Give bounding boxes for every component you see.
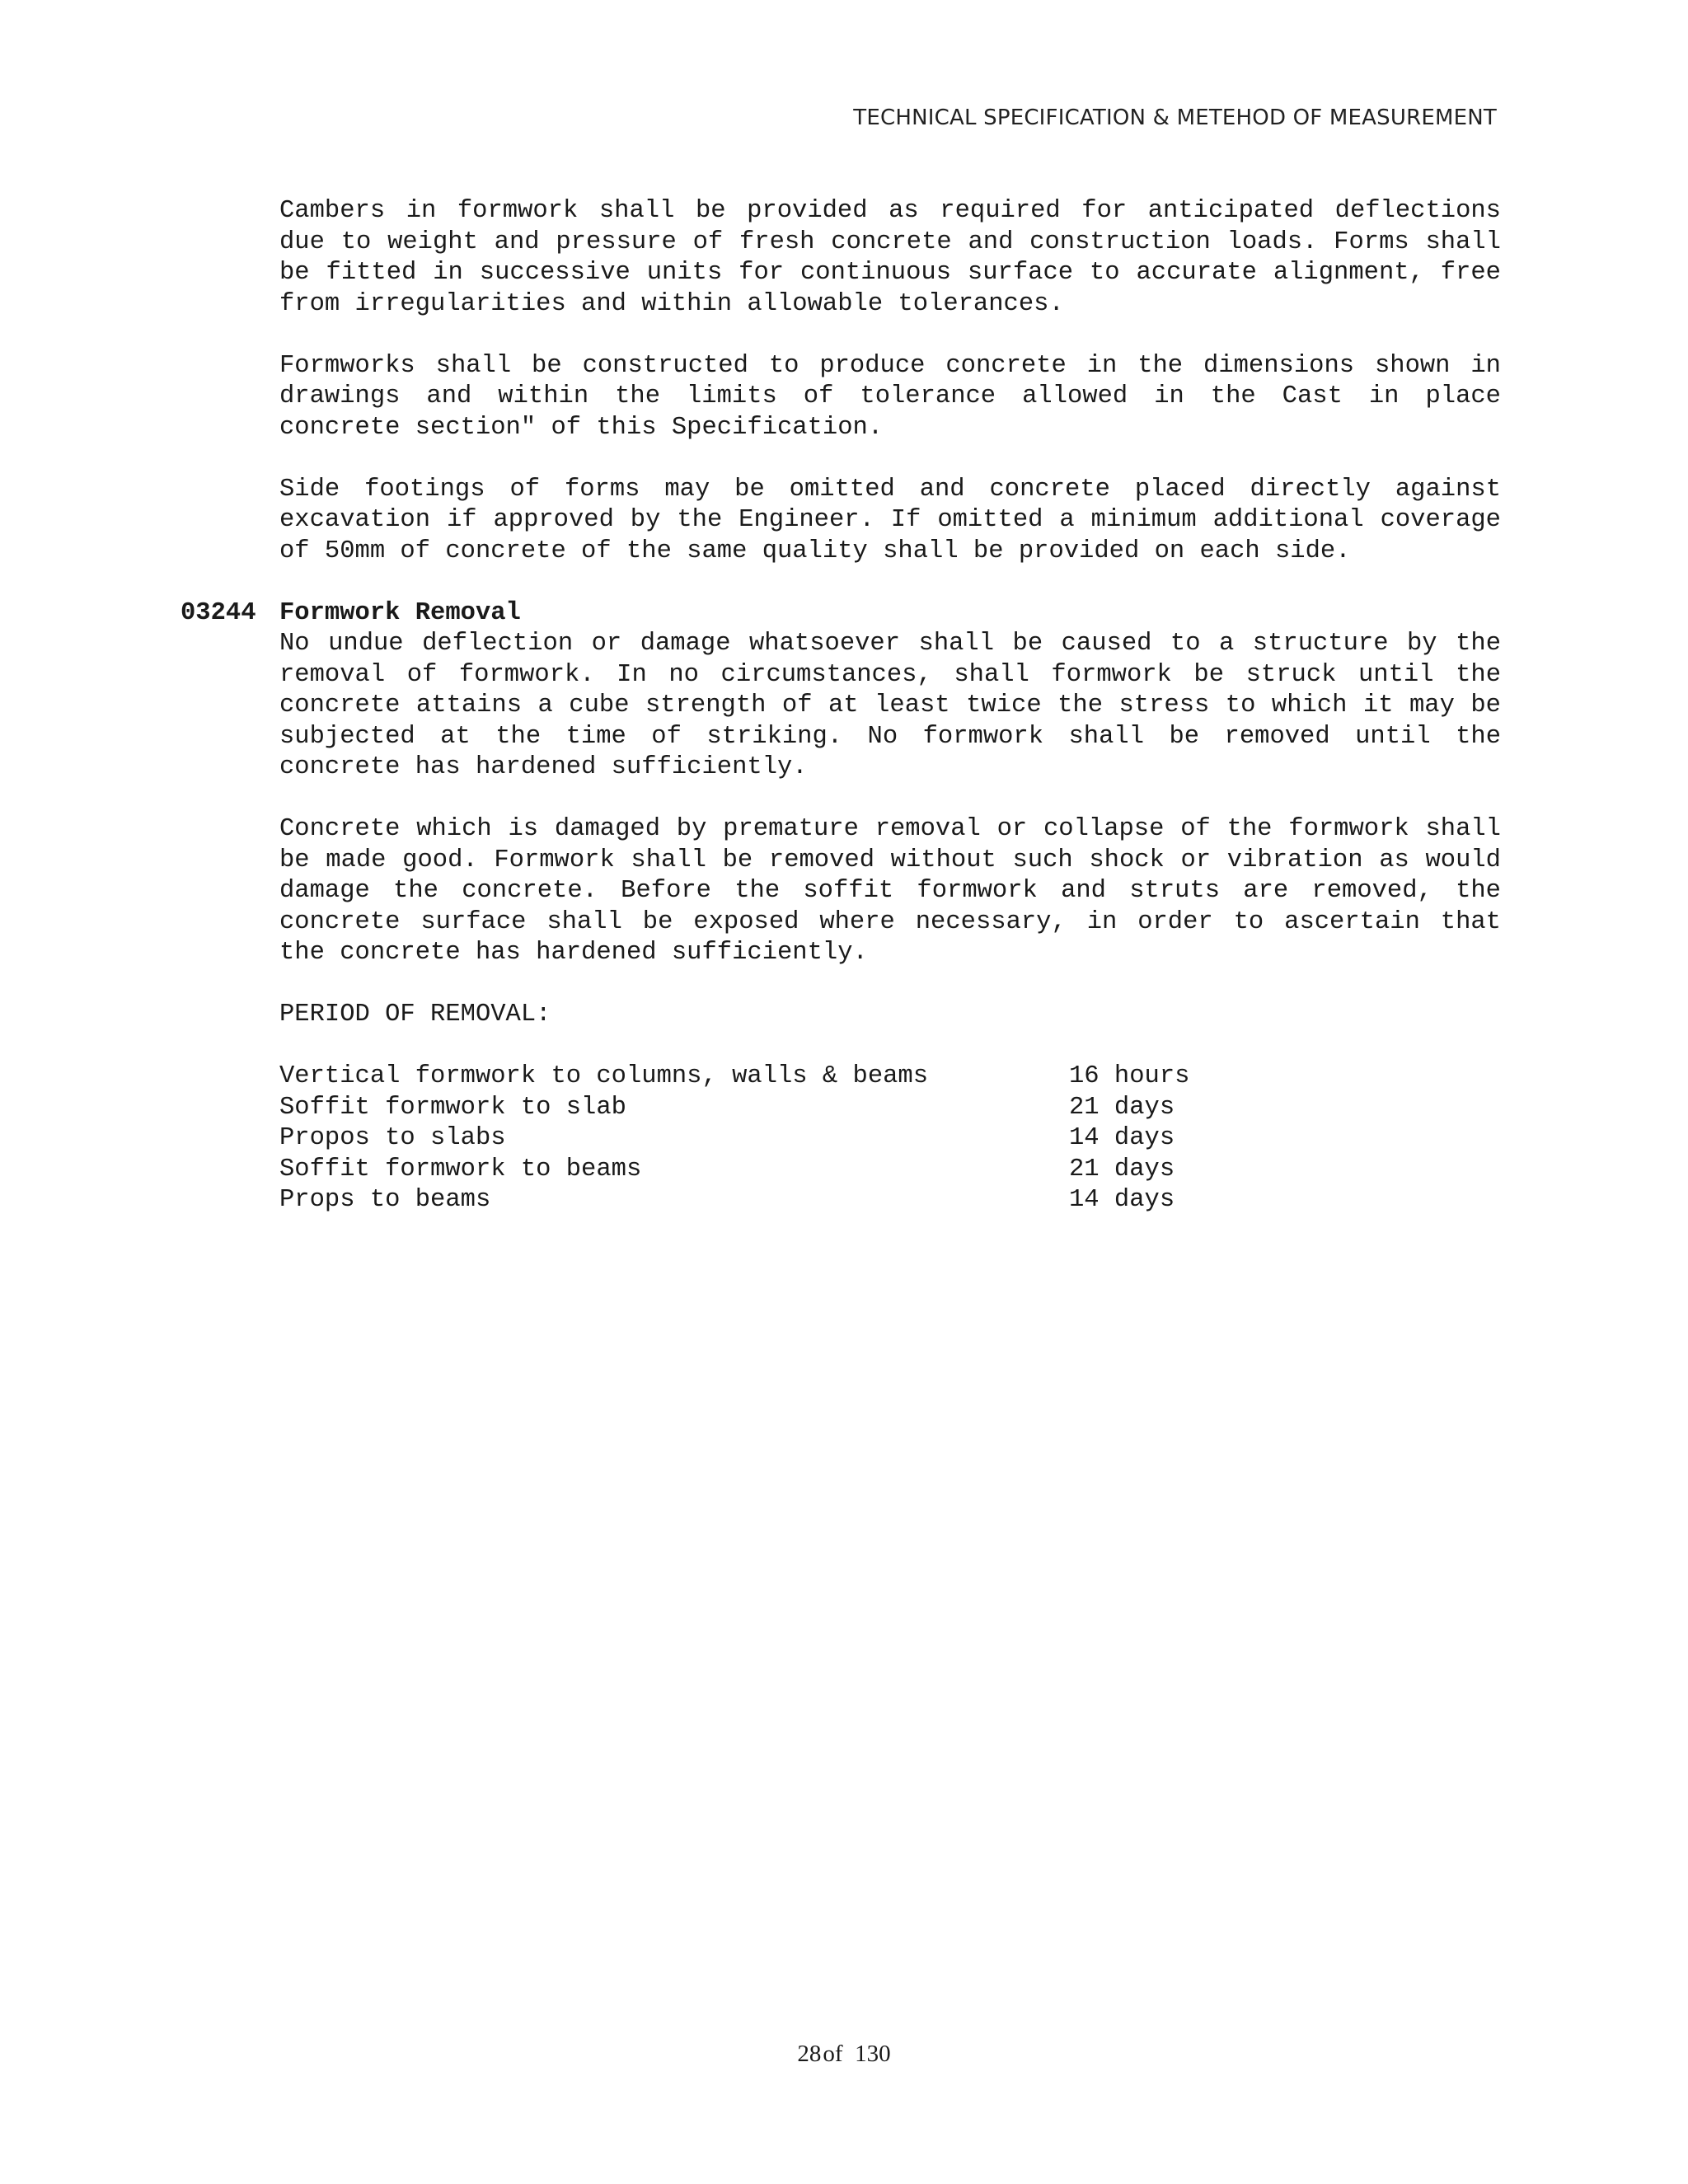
paragraph-cambers: Cambers in formwork shall be provided as required for anticipated deflections due to weight and pressure of fresh concrete and construction loads. Forms shall be fitted in successive units for continuous surface to accurate alignment, free from irregularities and within allowable tolerances. [279,197,1501,318]
page-number: 28 [797,2041,822,2067]
schedule-item: Vertical formwork to columns, walls & beams [279,1062,929,1090]
schedule-row [279,1185,1501,1216]
schedule-row [279,1123,1501,1155]
schedule-duration: 14 days [1069,1124,1175,1152]
schedule-item: Soffit formwork to beams [279,1155,642,1183]
section-number: 03244 [181,598,256,627]
page-footer [0,2041,1688,2068]
schedule-item: Soffit formwork to slab [279,1093,626,1122]
schedule-row [279,1155,1501,1186]
schedule-item: Propos to slabs [279,1124,506,1152]
page-header-title: TECHNICAL SPECIFICATION & METEHOD OF MEASUREMENT [853,105,1497,130]
page-of-label: of [823,2041,843,2067]
schedule-row [279,1093,1501,1124]
period-of-removal-heading: PERIOD OF REMOVAL: [279,1001,551,1029]
section-formwork-removal [181,598,1501,1216]
paragraph-undue-deflection: No undue deflection or damage whatsoever shall be caused to a structure by the removal of formwork. In no circumstances, shall formwork be struck until the concrete attains a cube strength of at least twice the stress to which it may be subjected at the time of striking. No formwork shall be removed until the concrete has hardened sufficiently. [279,630,1501,781]
removal-schedule [279,1062,1501,1216]
schedule-duration: 14 days [1069,1186,1175,1214]
schedule-row [279,1062,1501,1093]
paragraph-formworks-dimensions: Formworks shall be constructed to produce concrete in the dimensions shown in drawings and within the limits of tolerance allowed in the Cast in place concrete section" of this Specification. [279,351,1501,442]
page-total: 130 [855,2041,891,2067]
schedule-duration: 21 days [1069,1093,1175,1122]
paragraph-side-footings: Side footings of forms may be omitted and concrete placed directly against excavation if approved by the Engineer. If omitted a minimum additional coverage of 50mm of concrete of the same quality shall be provided on each side. [279,475,1501,565]
paragraph-damaged-concrete: Concrete which is damaged by premature removal or collapse of the formwork shall be made good. Formwork shall be removed without such shock or vibration as would damage the concrete. Before the soffit formwork and struts are removed, the concrete surface shall be exposed where necessary, in order to ascertain that the concrete has hardened sufficiently. [279,815,1501,967]
schedule-duration: 16 hours [1069,1062,1190,1090]
document-body [181,196,1501,1216]
section-title: Formwork Removal [279,598,521,627]
schedule-duration: 21 days [1069,1155,1175,1183]
schedule-item: Props to beams [279,1186,491,1214]
